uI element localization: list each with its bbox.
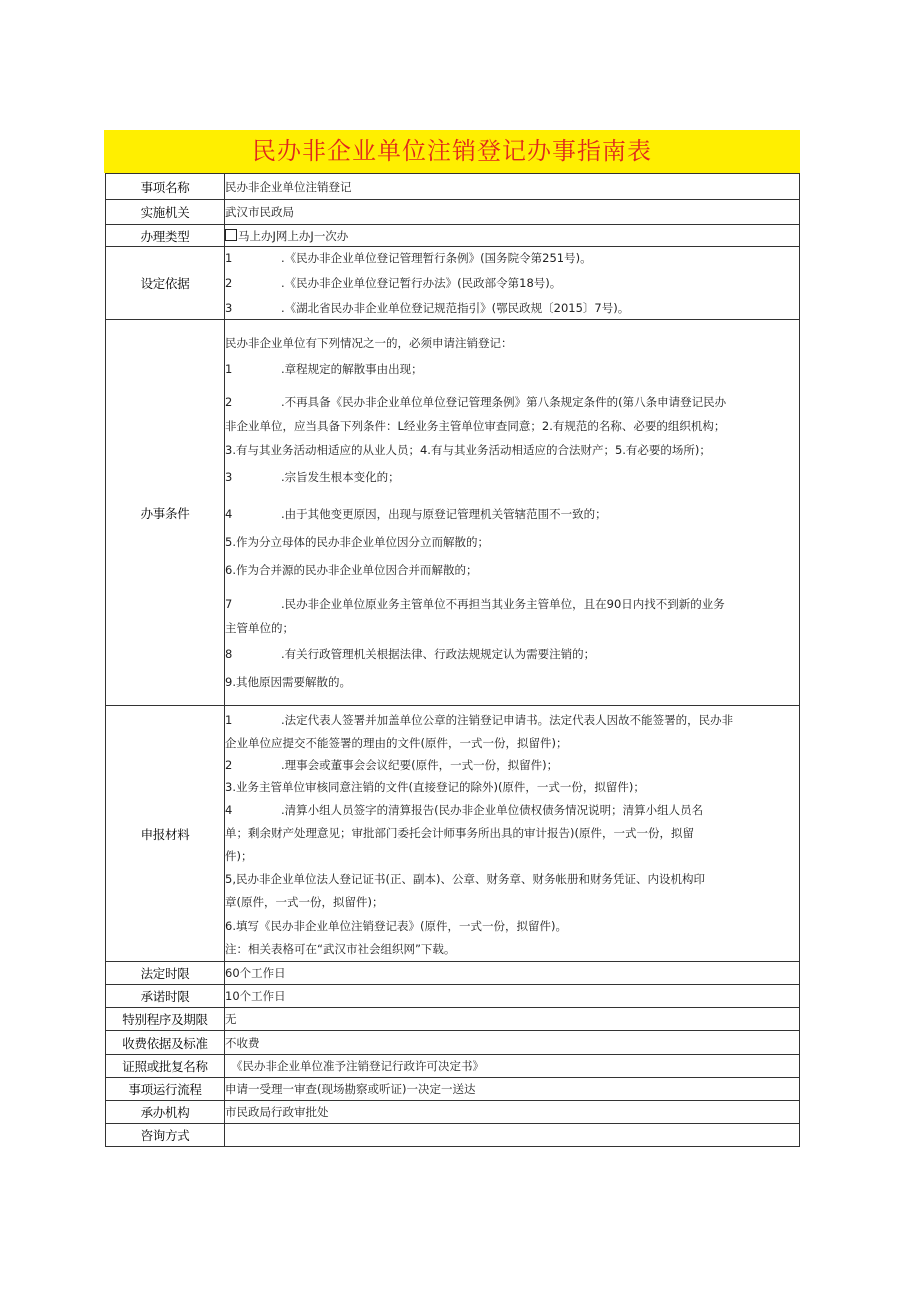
type-sep-1: J: [272, 228, 276, 243]
row-basis: [106, 247, 800, 320]
label-agency: 实施机关: [106, 200, 225, 225]
label-item-name: 事项名称: [106, 174, 225, 200]
row-process: [106, 1078, 800, 1101]
row-legal-limit: [106, 962, 800, 985]
conditions-intro: 民办非企业单位有下列情况之一的，必须申请注销登记：: [225, 335, 513, 350]
label-office: 承办机构: [106, 1101, 225, 1124]
row-materials: [106, 706, 800, 962]
condition-item: 7 .民办非企业单位原业务主管单位不再担当其业务主管单位，且在90日内找不到新的业务: [225, 596, 725, 611]
title-bar: [104, 130, 800, 173]
label-legal-limit: 法定时限: [106, 962, 225, 985]
value-special: 无: [225, 1008, 800, 1031]
condition-item: 3 .宗旨发生根本变化的；: [225, 469, 400, 484]
row-office: [106, 1101, 800, 1124]
type-sep-2: J: [310, 228, 314, 243]
condition-item: 1 .章程规定的解散事由出现；: [225, 361, 423, 376]
row-certificate: [106, 1055, 800, 1078]
row-agency: [106, 200, 800, 225]
row-contact: [106, 1124, 800, 1147]
checkbox-icon: [225, 229, 237, 241]
value-basis: [225, 247, 800, 320]
guide-table: [105, 173, 800, 1147]
value-legal-limit: 60个工作日: [225, 962, 800, 985]
condition-item: 5.作为分立母体的民办非企业单位因分立而解散的；: [225, 534, 489, 549]
label-special: 特别程序及期限: [106, 1008, 225, 1031]
material-item: 5,民办非企业单位法人登记证书(正、副本)、公章、财务章、财务帐册和财务凭证、内设机构印: [225, 871, 705, 886]
materials-note: 注：相关表格可在“武汉市社会组织网”下载。: [225, 941, 456, 956]
condition-item: 6.作为合并源的民办非企业单位因合并而解散的；: [225, 562, 478, 577]
value-type: [225, 225, 800, 247]
label-type: 办理类型: [106, 225, 225, 247]
label-conditions: 办事条件: [106, 320, 225, 706]
basis-item: 1 .《民办非企业单位登记管理暂行条例》(国务院令第251号)。: [225, 251, 592, 265]
material-item: 3.业务主管单位审核同意注销的文件(直接登记的除外)(原件，一式一份，拟留件)；: [225, 779, 645, 794]
value-office: 市民政局行政审批处: [225, 1101, 800, 1124]
value-agency: 武汉市民政局: [225, 200, 800, 225]
value-item-name: 民办非企业单位注销登记: [225, 174, 800, 200]
condition-item-cont: 非企业单位，应当具备下列条件：L经业务主管单位审查同意；2.有规范的名称、必要的组织机构；: [225, 418, 726, 433]
label-process: 事项运行流程: [106, 1078, 225, 1101]
row-fee: [106, 1031, 800, 1055]
value-materials: [225, 706, 800, 962]
condition-item: 9.其他原因需要解散的。: [225, 674, 351, 689]
value-certificate: 《民办非企业单位准予注销登记行政许可决定书》: [225, 1055, 800, 1078]
condition-item-cont: 主管单位的；: [225, 620, 294, 635]
condition-item: 4 .由于其他变更原因，出现与原登记管理机关管辖范围不一致的；: [225, 506, 607, 521]
label-basis: 设定依据: [106, 247, 225, 320]
type-option-3: 一次办: [313, 228, 349, 243]
row-item-name: [106, 174, 800, 200]
label-fee: 收费依据及标准: [106, 1031, 225, 1055]
label-certificate: 证照或批复名称: [106, 1055, 225, 1078]
label-promise-limit: 承诺时限: [106, 985, 225, 1008]
label-materials: 申报材料: [106, 706, 225, 962]
material-item: 6.填写《民办非企业单位注销登记表》(原件，一式一份，拟留件)。: [225, 918, 567, 933]
material-item-cont: 件)；: [225, 848, 253, 863]
material-item: 2 .理事会或董事会会议纪要(原件，一式一份，拟留件)；: [225, 757, 559, 772]
page-title: 民办非企业单位注销登记办事指南表: [252, 137, 652, 165]
material-item: 1 .法定代表人签署并加盖单位公章的注销登记申请书。法定代表人因故不能签署的，民办非: [225, 712, 734, 727]
material-item: 4 .清算小组人员签字的清算报告(民办非企业单位债权债务情况说明；清算小组人员名: [225, 802, 704, 817]
material-item-cont: 章(原件，一式一份，拟留件)；: [225, 894, 384, 909]
row-conditions: [106, 320, 800, 706]
value-conditions: [225, 320, 800, 706]
basis-item: 3 .《湖北省民办非企业单位登记规范指引》(鄂民政规〔2015〕7号)。: [225, 301, 630, 315]
condition-item-cont: 3.有与其业务活动相适应的从业人员；4.有与其业务活动相适应的合法财产；5.有必要的场所)；: [225, 442, 711, 457]
type-option-2: 网上办: [275, 228, 311, 243]
condition-item: 8 .有关行政管理机关根据法律、行政法规规定认为需要注销的；: [225, 646, 596, 661]
basis-item: 2 .《民办非企业单位登记暂行办法》(民政部令第18号)。: [225, 276, 562, 290]
condition-item: 2 .不再具备《民办非企业单位单位登记管理条例》第八条规定条件的(第八条申请登记民办: [225, 394, 727, 409]
row-type: [106, 225, 800, 247]
value-fee: 不收费: [225, 1031, 800, 1055]
material-item-cont: 单；剩余财产处理意见；审批部门委托会计师事务所出具的审计报告)(原件，一式一份，拟留: [225, 825, 694, 840]
value-promise-limit: 10个工作日: [225, 985, 800, 1008]
value-process: 申请一受理一审查(现场勘察或听证)一决定一送达: [225, 1078, 800, 1101]
label-contact: 咨询方式: [106, 1124, 225, 1147]
value-contact: [225, 1124, 800, 1147]
row-special: [106, 1008, 800, 1031]
row-promise-limit: [106, 985, 800, 1008]
material-item-cont: 企业单位应提交不能签署的理由的文件(原件，一式一份，拟留件)；: [225, 735, 568, 750]
type-option-1: 马上办: [238, 228, 273, 243]
